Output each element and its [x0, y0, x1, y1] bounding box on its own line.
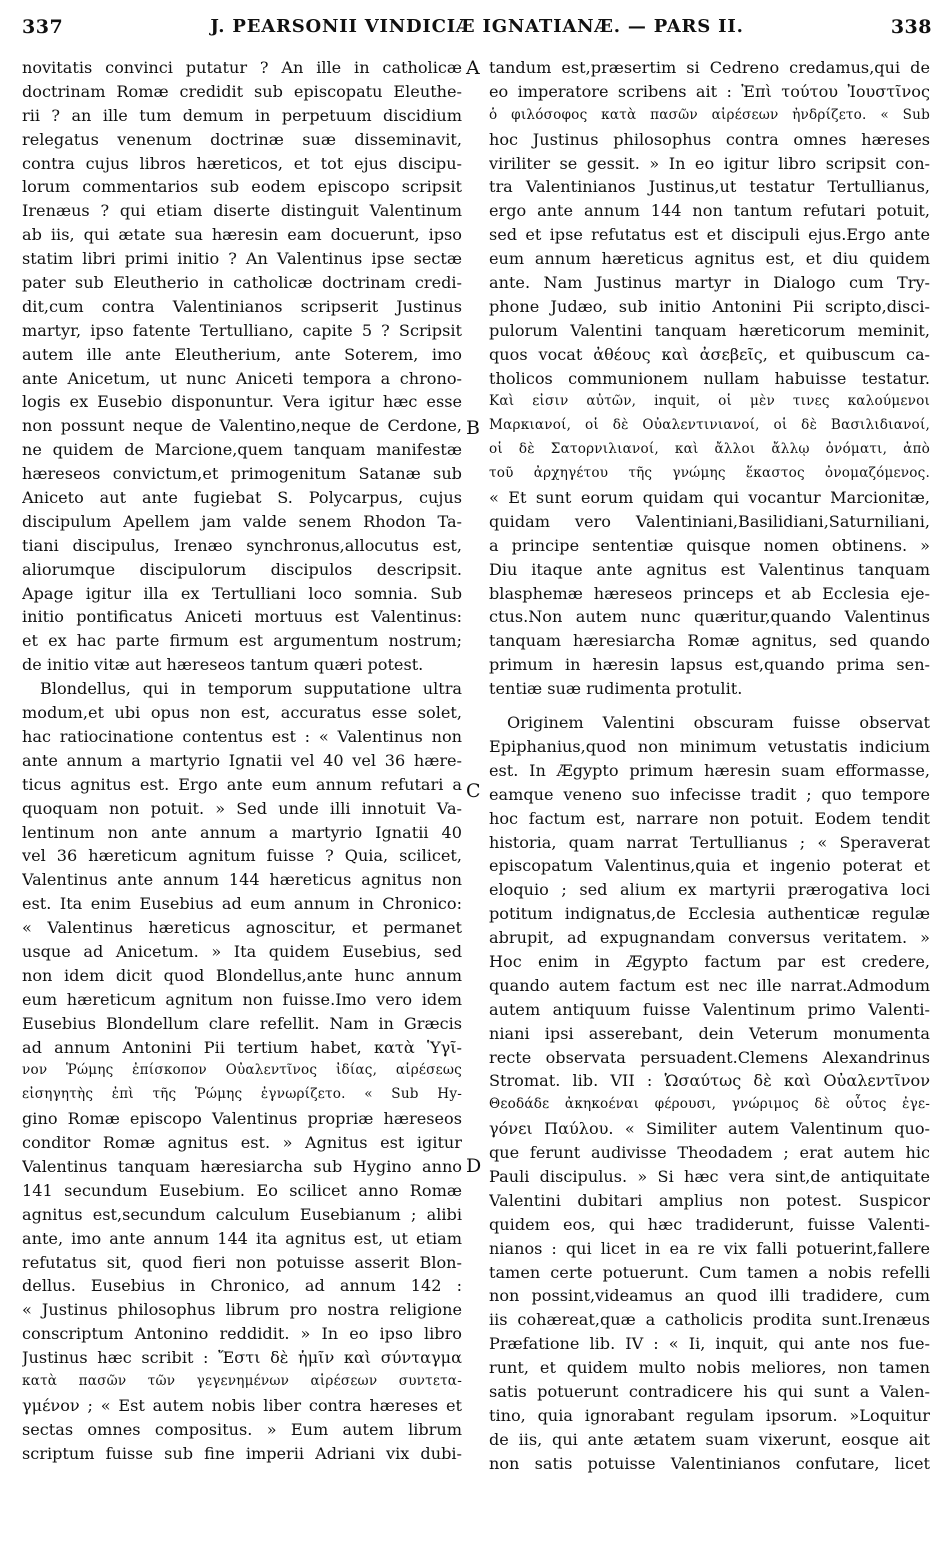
text-line: tentiæ suæ rudimenta protulit. — [489, 679, 743, 699]
text-line: Valentinus tanquam hæresiarcha sub Hygino anno — [22, 1156, 462, 1176]
text-line: aliorumque discipulorum discipulos descripsit. — [22, 559, 462, 579]
text-line: doctrinam Romæ credidit sub episcopatu Eleuthe- — [22, 81, 462, 101]
text-line: eamque veneno suo infecisse tradit ; quo tempore — [489, 784, 930, 804]
text-line: ante annum a martyrio Ignatii vel 40 vel 36 hære- — [22, 750, 462, 770]
text-line: Præfatione lib. IV : « Ii, inquit, qui ante nos fue- — [489, 1334, 930, 1354]
text-line: autem ille ante Eleutherium, ante Soterem, imo — [22, 344, 462, 364]
text-line: niani ipsi asserebant, dein Veterum monumenta — [489, 1023, 930, 1043]
text-line: pulorum Valentini tanquam hæreticorum meminit, — [489, 320, 930, 340]
text-line: nianos : qui licet in ea re vix falli potuerint,fallere — [489, 1238, 930, 1258]
greek-line: Μαρκιανοί, οἱ δὲ Οὐαλεντινιανοί, οἱ δὲ Βασιλιδιανοί, — [489, 417, 930, 434]
text-line: γόνει Παύλου. « Similiter autem Valentinum quo- — [489, 1119, 930, 1139]
margin-marker-b: B — [466, 417, 480, 439]
text-line: tamen certe potuerunt. Cum tamen a nobis refelli — [489, 1262, 930, 1282]
text-line: « Justinus philosophus librum pro nostra religione — [22, 1300, 462, 1320]
text-line: pater sub Eleutherio in catholicæ doctrinam credi- — [22, 273, 462, 293]
text-line: lorum commentarios sub eodem episcopo scripsit — [22, 177, 462, 197]
text-line: initio pontificatus Aniceti mortuus est Valentinus: — [22, 607, 462, 627]
text-line: de initio vitæ aut hæreseos tantum quæri potest. — [22, 655, 424, 675]
text-line: non possint,videamus an quod illi tradidere, cum — [489, 1286, 930, 1306]
text-line: recte observata persuadent.Clemens Alexandrinus — [489, 1047, 930, 1067]
text-line: eloquio ; sed alium ex martyrii prærogativa loci — [489, 880, 930, 900]
text-line: Diu itaque ante agnitus est Valentinus tanquam — [489, 559, 930, 579]
text-line: est. In Ægypto primum hæresin suam efformasse, — [489, 760, 930, 780]
text-line: tandum est,præsertim si Cedreno credamus,qui de — [489, 58, 930, 77]
text-line: non satis potuisse Valentinianos confutare, licet — [489, 1453, 930, 1473]
text-line: usque ad Anicetum. » Ita quidem Eusebius, sed — [22, 941, 462, 961]
text-line: Stromat. lib. VII : Ὡσαύτως δὲ καὶ Οὐαλεντῖνον — [489, 1071, 930, 1091]
text-line: dit,cum contra Valentinianos scripserit Justinus — [22, 296, 462, 316]
text-line: scriptum fuisse sub fine imperii Adriani vix dubi- — [22, 1443, 462, 1463]
greek-line: τοῦ ἀρχηγέτου τῆς γνώμης ἕκαστος ὀνομαζόμενος. — [489, 465, 930, 482]
text-line: que ferunt audivisse Theodadem ; erat autem hic — [489, 1143, 930, 1163]
greek-line: οἱ δὲ Σατορνιλιανοί, καὶ ἄλλοι ἄλλῳ ὀνόματι, ἀπὸ — [489, 441, 930, 458]
text-line: a principe sententiæ quisque nomen obtinens. » — [489, 535, 930, 555]
text-line: sectas omnes compositus. » Eum autem librum — [22, 1419, 462, 1439]
text-line: Eusebius Blondellum clare refellit. Nam in Græcis — [22, 1013, 462, 1033]
text-line: quidem eos, qui hæc tradiderunt, fuisse Valenti- — [489, 1214, 930, 1234]
text-line: conditor Romæ agnitus est. » Agnitus est igitur — [22, 1133, 462, 1153]
text-line: Apage igitur illa ex Tertulliani loco somnia. Sub — [22, 583, 462, 603]
text-line: ante, imo ante annum 144 ita agnitus est, ut etiam — [22, 1228, 462, 1248]
text-line: satis potuerunt contradicere his qui sunt a Valen- — [489, 1381, 930, 1401]
text-line: autem antiquum fuisse Valentinum primo Valenti- — [489, 999, 930, 1019]
text-line: eum hæreticum agnitum non fuisse.Imo vero idem — [22, 989, 462, 1009]
text-line: tanquam hæresiarcha Romæ agnitus, sed quando — [489, 631, 930, 651]
text-line: relegatus venenum doctrinæ suæ disseminavit, — [22, 129, 462, 149]
text-line: potitum indignatus,de Ecclesia authenticæ regulæ — [489, 904, 930, 924]
right-column — [489, 56, 930, 1476]
text-line: Pauli discipulus. » Si hæc vera sint,de antiquitate — [489, 1166, 930, 1186]
text-line: non possunt neque de Valentino,neque de Cerdone, — [22, 416, 462, 436]
text-line: ergo ante annum 144 non tantum refutari potuit, — [489, 201, 930, 221]
text-line: est. Ita enim Eusebius ad eum annum in Chronico: — [22, 894, 462, 914]
text-line: tholicos communionem nullam habuisse testatur. — [489, 368, 930, 388]
text-line: agnitus est,secundum calculum Eusebianum ; alibi — [22, 1204, 462, 1224]
text-line: ante. Nam Justinus martyr in Dialogo cum Try- — [489, 273, 930, 293]
text-line: hoc Justinus philosophus contra omnes hæreses — [489, 129, 930, 149]
text-line: iis cohæreat,quæ a catholicis prodita sunt.Irenæus — [489, 1310, 930, 1330]
text-line: contra cujus libros hæreticos, et tot ejus discipu- — [22, 153, 462, 173]
text-line: ante Anicetum, ut nunc Aniceti tempora a chrono- — [22, 368, 462, 388]
text-line: vel 36 hæreticum agnitum fuisse ? Quia, scilicet, — [22, 846, 462, 866]
greek-line: εἰσηγητὴς ἐπὶ τῆς Ῥώμης ἐγνωρίζετο. « Sub Hy- — [22, 1086, 462, 1103]
text-line: hac ratiocinatione contentus est : « Valentinus non — [22, 726, 462, 746]
text-line: dellus. Eusebius in Chronico, ad annum 142 : — [22, 1276, 462, 1296]
text-line: quando autem factum est nec ille narrat.Admodum — [489, 975, 930, 995]
text-line: refutatus sit, quod fieri non potuisse asserit Blon- — [22, 1252, 462, 1272]
text-line: discipulum Apellem jam valde senem Rhodon Ta- — [22, 511, 462, 531]
text-line: logis ex Eusebio disponuntur. Vera igitur hæc esse — [22, 392, 462, 412]
text-line: et ex hac parte firmum est argumentum nostrum; — [22, 631, 462, 651]
text-line: runt, et quidem multo nobis meliores, non tamen — [489, 1358, 930, 1378]
text-line: hoc factum est, narrare non potuit. Eodem tendit — [489, 808, 930, 828]
text-line: Justinus hæc scribit : Ἔστι δὲ ἡμῖν καὶ σύνταγμα — [22, 1348, 462, 1368]
text-line: gino Romæ episcopo Valentinus propriæ hæreseos — [22, 1109, 462, 1129]
text-line: sed et ipse refutatus est et discipuli ejus.Ergo ante — [489, 225, 930, 245]
text-line: Aniceto aut ante fugiebat S. Polycarpus, cujus — [22, 488, 462, 508]
margin-marker-a: A — [466, 57, 480, 79]
text-line: Valentinus ante annum 144 hæreticus agnitus non — [22, 870, 462, 890]
greek-line: Θεοδάδε ἀκηκοέναι φέρουσι, γνώριμος δὲ οὗτος ἐγε- — [489, 1096, 930, 1113]
text-line: eum annum hæreticus agnitus est, et diu quidem — [489, 249, 930, 269]
text-line: quoquam non potuit. » Sed unde illi innotuit Va- — [22, 798, 462, 818]
text-line: rii ? an ille tum demum in perpetuum discidium — [22, 105, 462, 125]
text-line: quidam vero Valentiniani,Basilidiani,Saturniliani, — [489, 511, 930, 531]
text-line: Epiphanius,quod non minimum vetustatis indicium — [489, 736, 930, 756]
text-line: historia, quam narrat Tertullianus ; « Speraverat — [489, 832, 930, 852]
text-line: ad annum Antonini Pii tertium habet, κατὰ Ὑγῖ- — [22, 1037, 462, 1057]
page-number-left: 337 — [22, 16, 64, 38]
greek-line: ὁ φιλόσοφος κατὰ πασῶν αἱρέσεων ἠνδρίζετο. « Sub — [489, 106, 930, 123]
text-line: Irenæus ? qui etiam diserte distinguit Valentinum — [22, 201, 462, 221]
text-line: martyr, ipso fatente Tertulliano, capite 5 ? Scripsit — [22, 320, 462, 340]
text-line: eo imperatore scribens ait : Ἐπὶ τούτου Ἰουστῖνος — [489, 81, 930, 101]
text-line: ne quidem de Marcione,quem tanquam manifestæ — [22, 440, 462, 460]
text-line: tiani discipulus, Irenæo synchronus,allocutus est, — [22, 535, 462, 555]
text-line: Hoc enim in Ægypto factum par est credere, — [489, 951, 930, 971]
greek-line: νον Ῥώμης ἐπίσκοπον Οὐαλεντῖνος ἰδίας, αἱρέσεως — [22, 1062, 462, 1079]
text-line: non idem dicit quod Blondellus,ante hunc annum — [22, 965, 462, 985]
text-line: phone Judæo, sub initio Antonini Pii scripto,disci- — [489, 296, 930, 316]
text-line: γμένον ; « Est autem nobis liber contra hæreses et — [22, 1395, 462, 1415]
text-line: primum in hæresin lapsus est,quando prima sen- — [489, 655, 930, 675]
text-line: tino, quia ignorabant regulam ipsorum. »Loquitur — [489, 1405, 930, 1425]
running-header — [22, 14, 932, 48]
text-line: abrupit, ad expugnandam conversus veritatem. » — [489, 928, 930, 948]
paragraph-gap — [489, 701, 930, 711]
text-line: viriliter se gessit. » In eo igitur libro scripsit con- — [489, 153, 930, 173]
text-line: tra Valentinianos Justinus,ut testatur Tertullianus, — [489, 177, 930, 197]
text-line: Blondellus, qui in temporum supputatione ultra — [40, 679, 462, 699]
text-line: ab iis, qui ætate sua hæresin eam docuerunt, ipso — [22, 225, 462, 245]
text-line: Originem Valentini obscuram fuisse observat — [507, 713, 930, 733]
text-line: ticus agnitus est. Ergo ante eum annum refutari a — [22, 774, 462, 794]
text-line: novitatis convinci putatur ? An ille in catholicæ — [22, 58, 462, 77]
running-title: J. PEARSONII VINDICIÆ IGNATIANÆ. — PARS II. — [210, 16, 744, 37]
text-line: ctus.Non autem nunc quæritur,quando Valentinus — [489, 607, 930, 627]
text-line: conscriptum Antonino reddidit. » In eo ipso libro — [22, 1324, 462, 1344]
margin-marker-d: D — [466, 1155, 482, 1177]
left-column — [22, 56, 462, 1466]
text-line: quos vocat ἀθέους καὶ ἀσεβεῖς, et quibuscum ca- — [489, 344, 930, 364]
greek-line: Καὶ εἰσιν αὐτῶν, inquit, οἱ μὲν τινες καλούμενοι — [489, 393, 930, 410]
text-line: lentinum non ante annum a martyrio Ignatii 40 — [22, 822, 462, 842]
page-number-right: 338 — [890, 16, 932, 38]
text-line: « Et sunt eorum quidam qui vocantur Marcionitæ, — [489, 488, 930, 508]
text-line: Valentini dubitari amplius non potest. Suspicor — [489, 1190, 930, 1210]
text-line: episcopatum Valentinus,quia et ingenio poterat et — [489, 856, 930, 876]
text-line: blasphemæ hæreseos princeps et ab Ecclesia eje- — [489, 583, 930, 603]
margin-marker-c: C — [466, 780, 481, 802]
text-line: 141 secundum Eusebium. Eo scilicet anno Romæ — [22, 1180, 462, 1200]
text-line: modum,et ubi opus non est, accuratus esse solet, — [22, 703, 462, 723]
text-line: statim libri primi initio ? An Valentinus ipse sectæ — [22, 249, 462, 269]
text-line: hæreseos convictum,et primogenitum Satanæ sub — [22, 464, 462, 484]
greek-line: κατὰ πασῶν τῶν γεγενημένων αἱρέσεων συντετα- — [22, 1372, 462, 1389]
text-line: « Valentinus hæreticus agnoscitur, et permanet — [22, 918, 462, 938]
text-line: de iis, qui ante ætatem suam vixerunt, eosque ait — [489, 1429, 930, 1449]
